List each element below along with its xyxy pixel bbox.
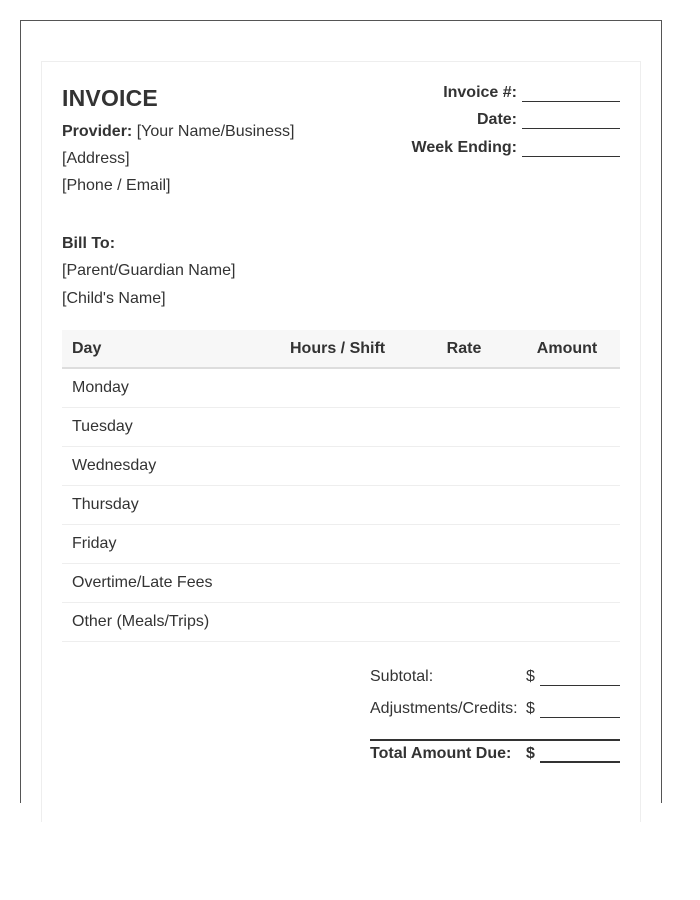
provider-value: [Your Name/Business] — [132, 123, 295, 140]
row-hours-cell[interactable] — [272, 447, 414, 486]
header-rate: Rate — [414, 330, 514, 368]
bill-to-label: Bill To: — [62, 235, 116, 252]
total-due-currency: $ — [526, 745, 535, 762]
row-rate-cell[interactable] — [414, 603, 514, 642]
table-row — [62, 447, 620, 486]
totals-divider — [370, 739, 620, 741]
invoice-number-blank[interactable] — [522, 87, 620, 102]
week-ending-label: Week Ending: — [411, 139, 517, 156]
total-due-blank[interactable] — [540, 747, 620, 763]
provider-label: Provider: — [62, 123, 133, 140]
bill-to-parent: [Parent/Guardian Name] — [62, 262, 236, 279]
row-day: Other (Meals/Trips) — [62, 603, 272, 642]
subtotal-row — [370, 666, 620, 688]
row-day: Wednesday — [62, 447, 272, 486]
invoice-sheet — [20, 20, 662, 803]
adjustments-blank[interactable] — [540, 703, 620, 718]
row-amount-cell[interactable] — [514, 525, 620, 564]
row-amount-cell[interactable] — [514, 486, 620, 525]
row-amount-cell[interactable] — [514, 564, 620, 603]
date-blank[interactable] — [522, 114, 620, 129]
row-day: Thursday — [62, 486, 272, 525]
date-field[interactable] — [477, 111, 620, 129]
row-amount-cell[interactable] — [514, 603, 620, 642]
row-hours-cell[interactable] — [272, 408, 414, 447]
invoice-number-label: Invoice #: — [443, 84, 517, 101]
week-ending-blank[interactable] — [522, 142, 620, 157]
row-rate-cell[interactable] — [414, 368, 514, 408]
row-rate-cell[interactable] — [414, 564, 514, 603]
invoice-card — [41, 61, 641, 822]
row-amount-cell[interactable] — [514, 408, 620, 447]
provider-contact: [Phone / Email] — [62, 177, 171, 194]
row-amount-cell[interactable] — [514, 447, 620, 486]
adjustments-currency: $ — [526, 700, 535, 717]
row-rate-cell[interactable] — [414, 525, 514, 564]
table-row — [62, 408, 620, 447]
row-day: Friday — [62, 525, 272, 564]
provider-line — [62, 123, 294, 141]
row-hours-cell[interactable] — [272, 525, 414, 564]
row-hours-cell[interactable] — [272, 368, 414, 408]
row-day: Monday — [62, 368, 272, 408]
row-hours-cell[interactable] — [272, 603, 414, 642]
row-day: Tuesday — [62, 408, 272, 447]
table-row — [62, 368, 620, 408]
header-hours: Hours / Shift — [272, 330, 414, 368]
date-label: Date: — [476, 111, 517, 128]
total-due-row — [370, 743, 620, 765]
table-row — [62, 603, 620, 642]
row-day: Overtime/Late Fees — [62, 564, 272, 603]
invoice-number-field[interactable] — [443, 84, 620, 102]
row-hours-cell[interactable] — [272, 486, 414, 525]
bill-to-child: [Child's Name] — [62, 290, 166, 307]
row-rate-cell[interactable] — [414, 486, 514, 525]
table-row — [62, 525, 620, 564]
row-rate-cell[interactable] — [414, 447, 514, 486]
total-due-label: Total Amount Due: — [370, 745, 512, 762]
subtotal-currency: $ — [526, 668, 535, 685]
adjustments-label: Adjustments/Credits: — [370, 700, 518, 717]
adjustments-row — [370, 698, 620, 720]
row-amount-cell[interactable] — [514, 368, 620, 408]
row-rate-cell[interactable] — [414, 408, 514, 447]
provider-address: [Address] — [62, 150, 130, 167]
subtotal-label: Subtotal: — [370, 668, 434, 685]
items-table — [62, 330, 620, 642]
header-amount: Amount — [514, 330, 620, 368]
subtotal-blank[interactable] — [540, 671, 620, 686]
week-ending-field[interactable] — [412, 139, 621, 157]
items-header-row — [62, 330, 620, 368]
table-row — [62, 486, 620, 525]
table-row — [62, 564, 620, 603]
row-hours-cell[interactable] — [272, 564, 414, 603]
header-day: Day — [62, 330, 272, 368]
invoice-title: INVOICE — [62, 85, 158, 111]
